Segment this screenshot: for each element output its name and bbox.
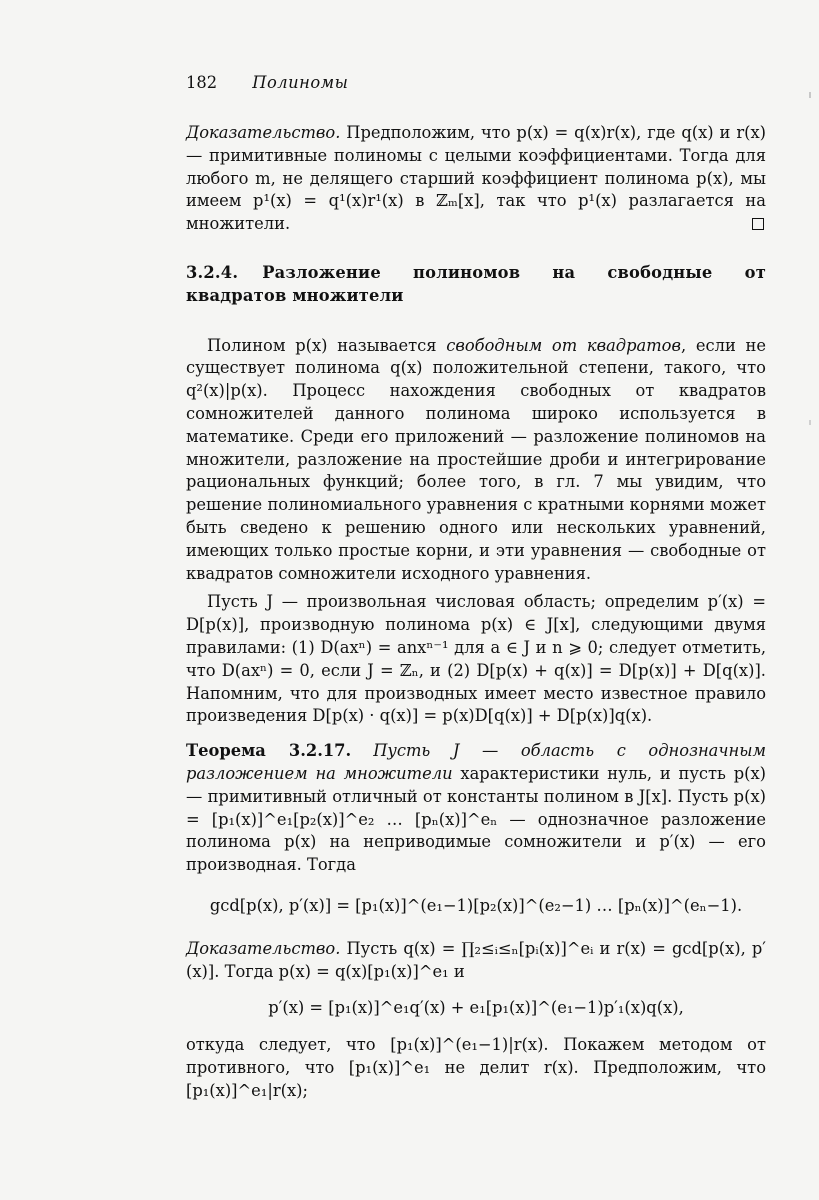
scan-artifact [809,92,811,98]
paragraph-definition [186,335,766,586]
defined-term: свободным от квадратов [446,335,681,355]
section-title: Разложение полиномов на свободные от квадратов множители [186,262,766,305]
definition-text-before: Полином p(x) называется [207,335,447,355]
proof-label: Доказательство. [186,123,341,142]
running-title: Полиномы [252,73,349,92]
derivative-formula: p′(x) = [p₁(x)]^e₁q′(x) + e₁[p₁(x)]^(e₁−1)p′₁(x)q(x), [268,998,684,1018]
section-heading [186,262,766,308]
running-header [186,70,766,96]
proof-text: Пусть q(x) = ∏₂≤ᵢ≤ₙ[pᵢ(x)]^eᵢ и r(x) = gcd[p(x), p′(x)]. Тогда p(x) = q(x)[p₁(x)]^e₁ и [186,938,766,981]
theorem-formula: gcd[p(x), p′(x)] = [p₁(x)]^(e₁−1)[p₂(x)]^(e₂−1) … [pₙ(x)]^(eₙ−1). [209,895,743,915]
proof-paragraph-1 [186,122,766,236]
proof-label: Доказательство. [186,938,341,958]
scan-artifact [809,420,811,425]
qed-square-icon [752,218,764,230]
theorem-text: характеристики нуль, и пусть p(x) — примитивный отличный от константы полином в J[x]. Пусть p(x) = [p₁(x)]^e₁[p₂(x)]^e₂ … [pₙ(x)]^eₙ — однозначное разложение полинома p(x) на неприводимые сомножители и p′(x) — его производная. Тогда [186,763,767,875]
proof-paragraph-2 [186,938,766,984]
theorem [186,740,766,877]
proof-continuation [186,1034,766,1102]
page-content [186,70,766,1102]
theorem-label: Теорема 3.2.17. [186,741,352,761]
definition-text-after: , если не существует полинома q(x) положительной степени, такого, что q²(x)|p(x). Процесс нахождения свободных от квадратов сомножителей данного полинома широко используется в математике. Среди его приложений — разложение полиномов на множители, разложение на простейшие дроби и интегрирование рациональных функций; более того, в гл. 7 мы увидим, что решение полиномиального уравнения с кратными корнями может быть сведено к решению одного или нескольких уравнений, имеющих только простые корни, и эти уравнения — свободные от квадратов сомножители исходного уравнения. [186,335,766,583]
section-number: 3.2.4. [186,262,239,282]
proof-continuation-text: откуда следует, что [p₁(x)]^(e₁−1)|r(x). Покажем методом от противного, что [p₁(x)]^e₁ не делит r(x). Предположим, что [p₁(x)]^e₁|r(x); [186,1035,766,1100]
page-number: 182 [186,73,218,92]
derivative-text: Пусть J — произвольная числовая область; определим p′(x) = D[p(x)], производную полинома p(x) ∈ J[x], следующими двумя правилами: (1) D(axⁿ) = anxⁿ⁻¹ для a ∈ J и n ⩾ 0; следует отметить, что D(axⁿ) = 0, если J = ℤₙ, и (2) D[p(x) + q(x)] = D[p(x)] + D[q(x)]. Напомним, что для производных имеет место известное правило произведения D[p(x) · q(x)] = p(x)D[q(x)] + D[p(x)]q(x). [186,592,766,726]
paragraph-derivative [186,591,766,728]
proof-text: Предположим, что p(x) = q(x)r(x), где q(x) и r(x) — примитивные полиномы с целыми коэффициентами. Тогда для любого m, не делящего старший коэффициент полинома p(x), мы имеем p¹(x) = q¹(x)r¹(x) в ℤₘ[x], так что p¹(x) разлагается на множители. [186,123,766,234]
theorem-italic-text: Пусть J — область с однозначным разложением на множители [186,741,766,783]
